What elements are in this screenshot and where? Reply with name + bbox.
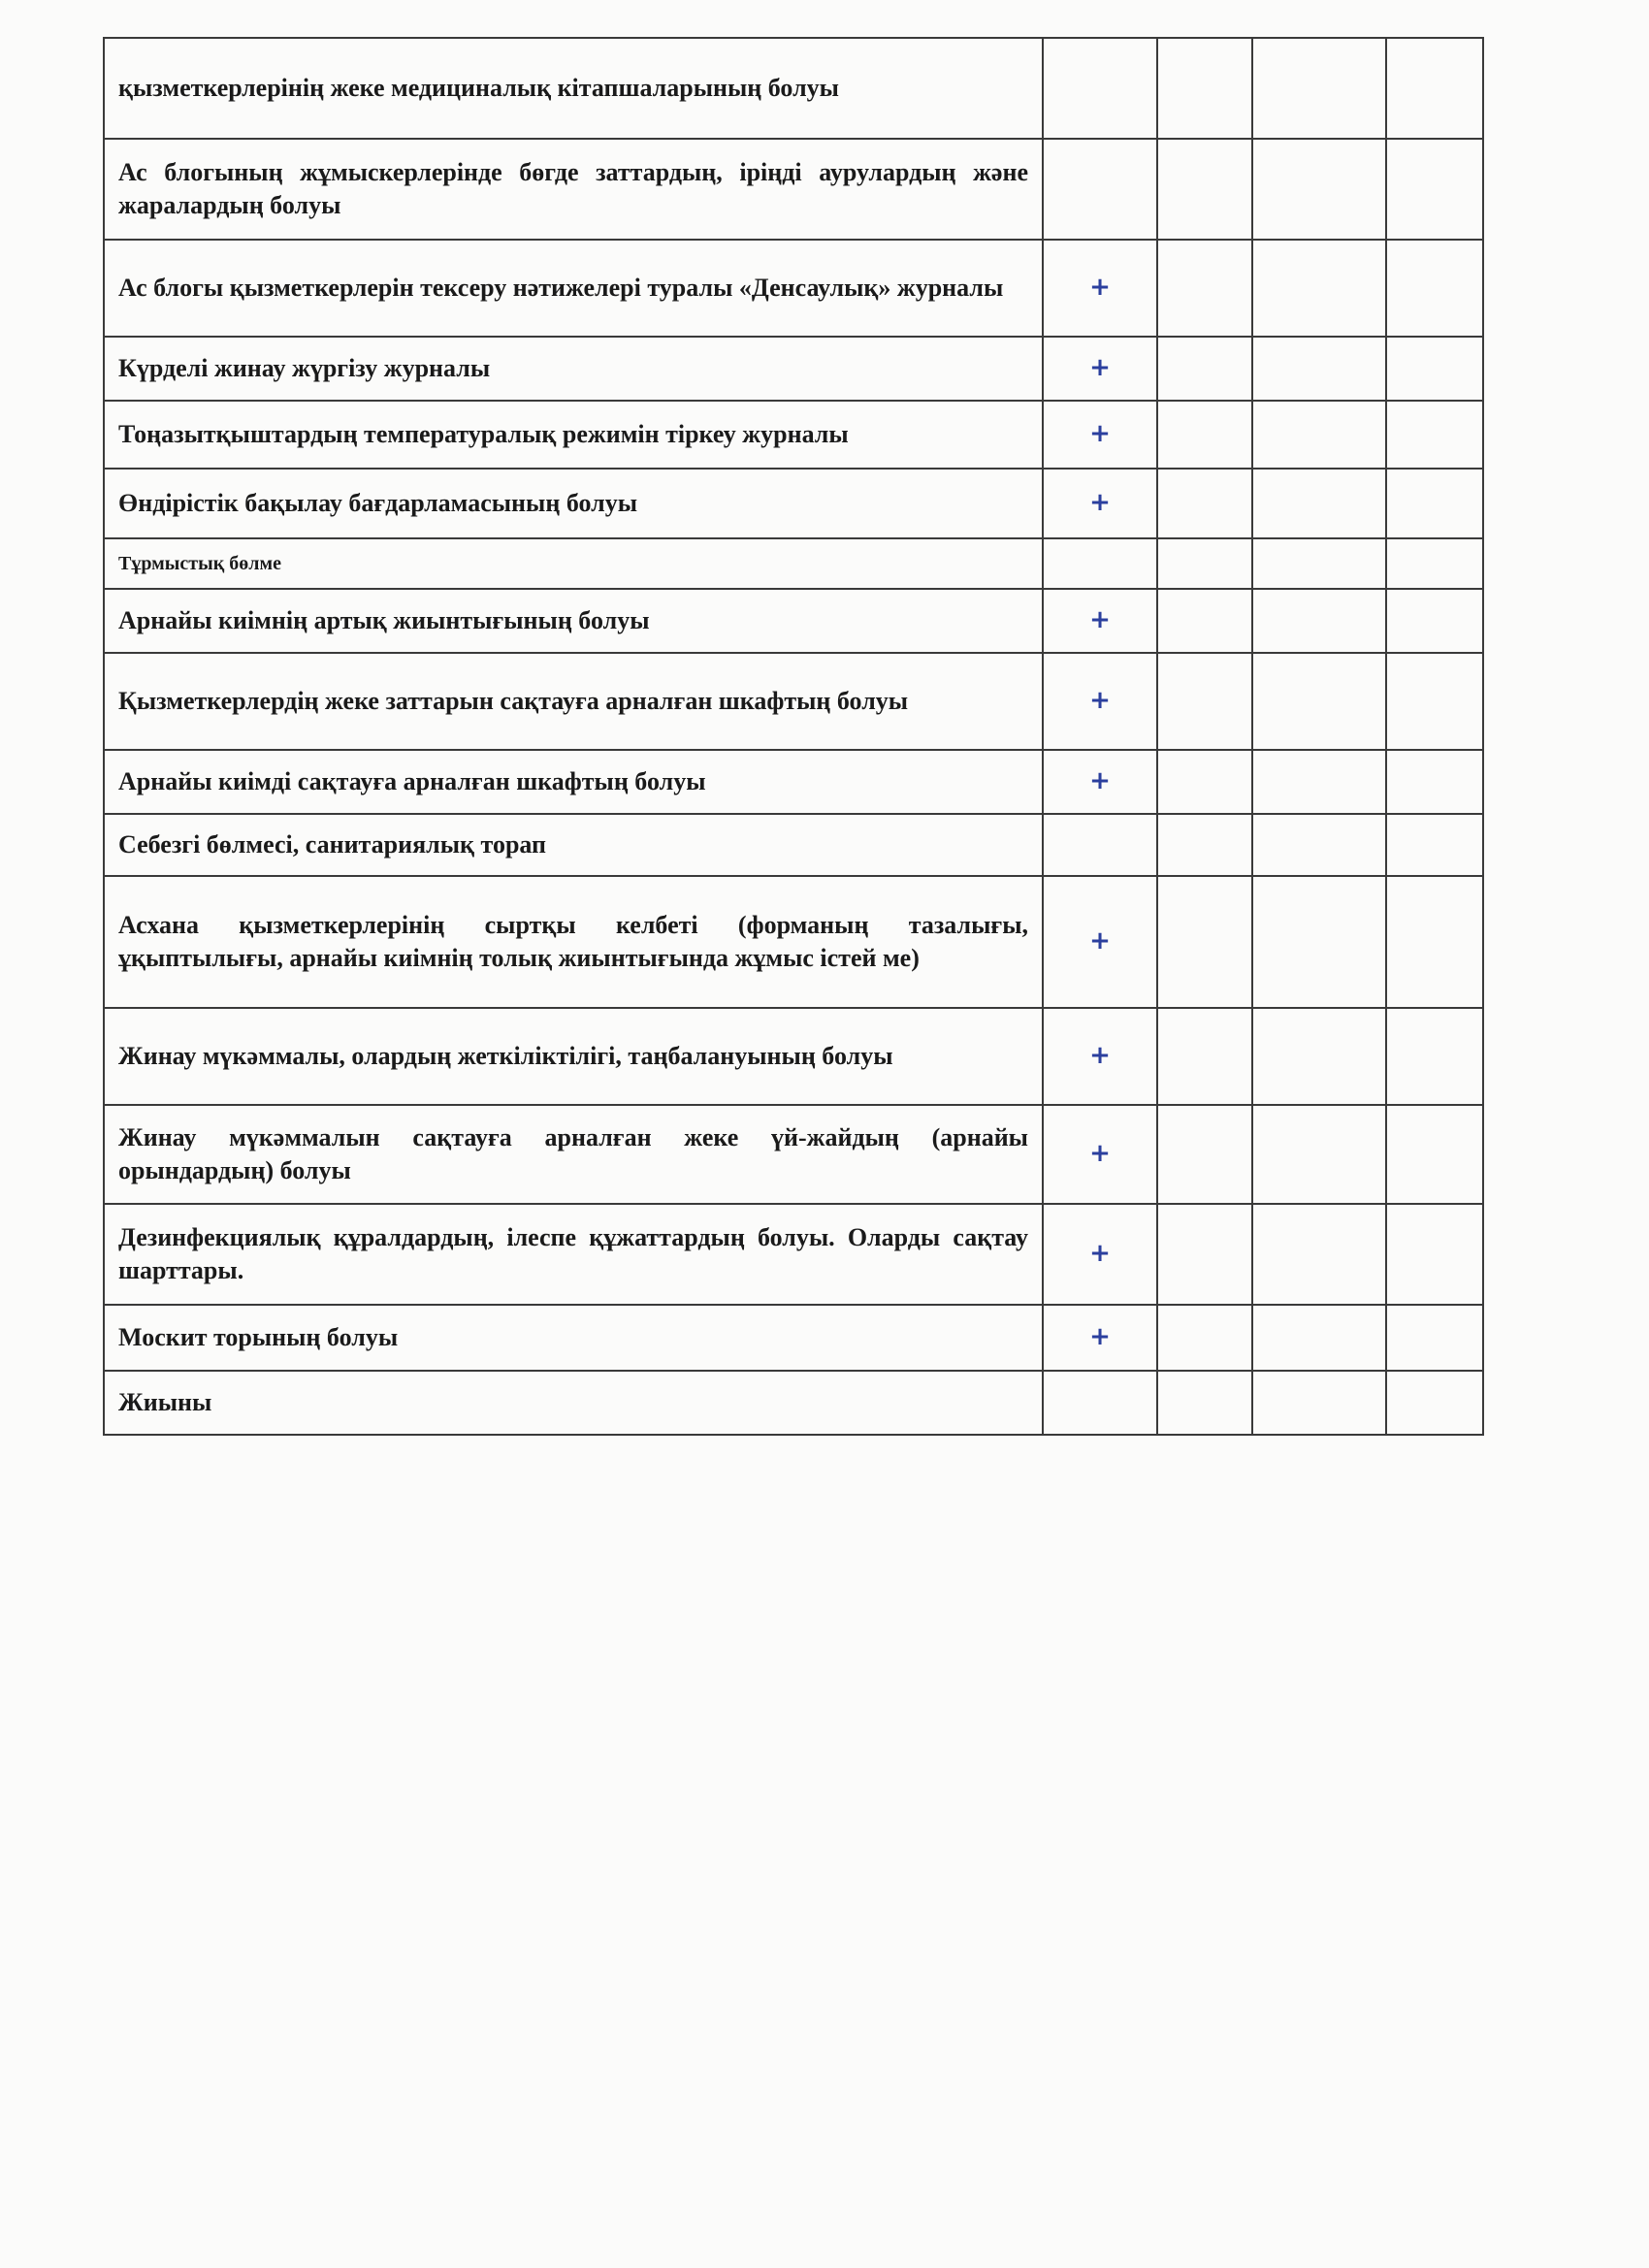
row-check-mark	[1043, 538, 1157, 589]
row-check-mark: +	[1043, 750, 1157, 814]
empty-cell	[1386, 538, 1483, 589]
row-check-mark: +	[1043, 1008, 1157, 1105]
empty-cell	[1157, 750, 1252, 814]
row-check-mark: +	[1043, 1105, 1157, 1204]
empty-cell	[1252, 589, 1386, 653]
row-description: Ас блогының жұмыскерлерінде бөгде заттардың, іріңді аурулардың және жаралардың болуы	[104, 139, 1043, 240]
empty-cell	[1252, 469, 1386, 538]
empty-cell	[1252, 1105, 1386, 1204]
empty-cell	[1386, 1105, 1483, 1204]
table-row	[104, 139, 1483, 240]
row-description: Арнайы киімді сақтауға арналған шкафтың болуы	[104, 750, 1043, 814]
row-check-mark	[1043, 139, 1157, 240]
empty-cell	[1386, 240, 1483, 337]
empty-cell	[1386, 401, 1483, 469]
row-check-mark	[1043, 1371, 1157, 1435]
empty-cell	[1157, 589, 1252, 653]
empty-cell	[1252, 401, 1386, 469]
row-description: Дезинфекциялық құралдардың, ілеспе құжаттардың болуы. Оларды сақтау шарттары.	[104, 1204, 1043, 1305]
section-row	[104, 538, 1483, 589]
empty-cell	[1157, 139, 1252, 240]
table-row	[104, 1371, 1483, 1435]
row-check-mark: +	[1043, 876, 1157, 1008]
empty-cell	[1252, 876, 1386, 1008]
row-check-mark: +	[1043, 469, 1157, 538]
empty-cell	[1386, 750, 1483, 814]
row-description: Ас блогы қызметкерлерін тексеру нәтижелері туралы «Денсаулық» журналы	[104, 240, 1043, 337]
row-description: Күрделі жинау жүргізу журналы	[104, 337, 1043, 401]
empty-cell	[1157, 240, 1252, 337]
empty-cell	[1386, 38, 1483, 139]
row-check-mark	[1043, 814, 1157, 876]
empty-cell	[1157, 538, 1252, 589]
table-row	[104, 653, 1483, 750]
row-check-mark: +	[1043, 401, 1157, 469]
empty-cell	[1252, 337, 1386, 401]
row-description: Жинау мүкәммалын сақтауға арналған жеке үй-жайдың (арнайы орындардың) болуы	[104, 1105, 1043, 1204]
empty-cell	[1386, 1204, 1483, 1305]
row-check-mark	[1043, 38, 1157, 139]
row-check-mark: +	[1043, 653, 1157, 750]
checklist-table	[103, 37, 1484, 1436]
row-description: Қызметкерлердің жеке заттарын сақтауға арналған шкафтың болуы	[104, 653, 1043, 750]
empty-cell	[1252, 750, 1386, 814]
empty-cell	[1386, 814, 1483, 876]
row-description: Жиыны	[104, 1371, 1043, 1435]
table-row	[104, 1305, 1483, 1371]
table-row	[104, 876, 1483, 1008]
table-row	[104, 814, 1483, 876]
empty-cell	[1386, 876, 1483, 1008]
table-row	[104, 1008, 1483, 1105]
empty-cell	[1386, 337, 1483, 401]
table-row	[104, 469, 1483, 538]
empty-cell	[1386, 1008, 1483, 1105]
row-description: Себезгі бөлмесі, санитариялық торап	[104, 814, 1043, 876]
empty-cell	[1157, 1008, 1252, 1105]
empty-cell	[1157, 401, 1252, 469]
table-row	[104, 750, 1483, 814]
row-description: Москит торының болуы	[104, 1305, 1043, 1371]
empty-cell	[1252, 653, 1386, 750]
row-description: қызметкерлерінің жеке медициналық кітапшаларының болуы	[104, 38, 1043, 139]
empty-cell	[1157, 814, 1252, 876]
empty-cell	[1252, 139, 1386, 240]
table-row	[104, 401, 1483, 469]
row-check-mark: +	[1043, 337, 1157, 401]
table-row	[104, 240, 1483, 337]
empty-cell	[1157, 876, 1252, 1008]
table-row	[104, 1204, 1483, 1305]
empty-cell	[1157, 1105, 1252, 1204]
row-check-mark: +	[1043, 589, 1157, 653]
empty-cell	[1252, 814, 1386, 876]
empty-cell	[1252, 1204, 1386, 1305]
empty-cell	[1386, 1371, 1483, 1435]
empty-cell	[1386, 469, 1483, 538]
empty-cell	[1157, 1305, 1252, 1371]
empty-cell	[1157, 38, 1252, 139]
row-check-mark: +	[1043, 1305, 1157, 1371]
empty-cell	[1252, 1305, 1386, 1371]
row-description: Тұрмыстық бөлме	[104, 538, 1043, 589]
empty-cell	[1386, 653, 1483, 750]
row-description: Асхана қызметкерлерінің сыртқы келбеті (форманың тазалығы, ұқыптылығы, арнайы киімнің толық жиынтығында жұмыс істей ме)	[104, 876, 1043, 1008]
table-row	[104, 337, 1483, 401]
row-check-mark: +	[1043, 240, 1157, 337]
empty-cell	[1157, 1371, 1252, 1435]
empty-cell	[1386, 139, 1483, 240]
empty-cell	[1157, 337, 1252, 401]
empty-cell	[1386, 589, 1483, 653]
table-row	[104, 589, 1483, 653]
table-row	[104, 38, 1483, 139]
row-description: Жинау мүкәммалы, олардың жеткіліктілігі, таңбалануының болуы	[104, 1008, 1043, 1105]
empty-cell	[1252, 538, 1386, 589]
empty-cell	[1157, 469, 1252, 538]
empty-cell	[1157, 653, 1252, 750]
empty-cell	[1252, 240, 1386, 337]
row-check-mark: +	[1043, 1204, 1157, 1305]
checklist-rows	[104, 38, 1483, 1435]
row-description: Тоңазытқыштардың температуралық режимін тіркеу журналы	[104, 401, 1043, 469]
empty-cell	[1157, 1204, 1252, 1305]
empty-cell	[1252, 1008, 1386, 1105]
row-description: Арнайы киімнің артық жиынтығының болуы	[104, 589, 1043, 653]
empty-cell	[1252, 1371, 1386, 1435]
row-description: Өндірістік бақылау бағдарламасының болуы	[104, 469, 1043, 538]
empty-cell	[1252, 38, 1386, 139]
empty-cell	[1386, 1305, 1483, 1371]
table-row	[104, 1105, 1483, 1204]
